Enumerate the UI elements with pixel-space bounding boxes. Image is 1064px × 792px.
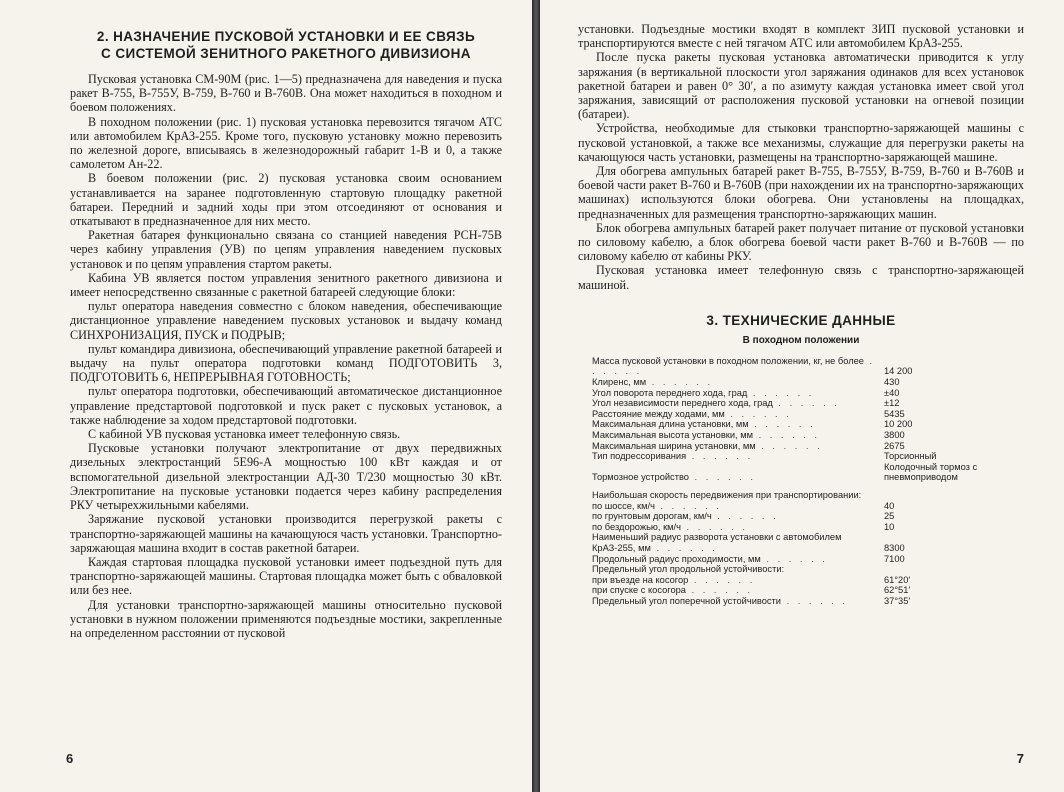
leader-dots: . . . . . . [686,451,754,462]
spec-label-text: Максимальная ширина установки, мм [592,440,756,451]
paragraph: Ракетная батарея функционально связана со станцией наведения РСН-75В через кабину управления (УВ) по цепям управления наведением пусковых установок и по цепям управления стартом ракеты. [70,228,502,271]
spec-label-text: по шоссе, км/ч [592,500,655,511]
spec-value: ±40 [884,387,900,398]
spec-value: 8300 [884,542,905,553]
spec-label-text: Тормозное устройство [592,472,689,483]
spec-label [592,501,876,512]
spec-row [592,462,1012,483]
page-number: 7 [1016,751,1024,766]
spec-value: 10 200 [884,419,913,430]
spec-value: 61°20′ [884,574,911,585]
paragraph: Пусковая установка СМ-90М (рис. 1—5) предназначена для наведения и пуска ракет В-755, В-755У, В-759, В-760 и В-760В. Она может находиться в походном и боевом положениях. [70,72,502,115]
leader-dots: . . . . . . [685,585,753,596]
spec-label [592,462,876,483]
spec-label [592,356,876,377]
subsection-title: В походном положении [742,334,860,346]
spec-value: 7100 [884,553,905,564]
leader-dots: . . . . . . [748,419,816,430]
spec-label-text: Максимальная длина установки, мм [592,419,749,430]
spec-row [592,490,1012,501]
spec-label [592,511,876,522]
spec-row [592,554,1012,565]
spec-label [592,430,876,441]
leader-dots: . . . . . . [772,398,840,409]
leader-dots: . . . . . . [724,408,792,419]
leader-dots: . . . . . . [781,595,848,606]
book-gutter [532,0,540,792]
spec-row [592,522,1012,533]
spec-label [592,398,876,409]
spec-value: 14 200 [884,366,913,377]
spec-label-text: при спуске с косогора [592,585,686,596]
spec-label [592,490,876,501]
spec-label [592,532,876,553]
spec-label [592,451,876,462]
spec-value: Торсионный [884,451,937,462]
paragraph: Пусковая установка имеет телефонную связь с транспортно-заряжающей машиной. [578,263,1024,292]
section-title-line2: С СИСТЕМОЙ ЗЕНИТНОГО РАКЕТНОГО ДИВИЗИОНА [101,46,471,61]
spec-value: 430 [884,377,900,388]
spec-row [592,441,1012,452]
spec-label-text: Угол поворота переднего хода, град [592,387,748,398]
leader-dots: . . . . . . [646,377,714,388]
paragraph: После пуска ракеты пусковая установка автоматически приводится к углу заряжания (в вертикальной плоскости угол заряжания одинаков для всех установок ракетной батареи и равен 0° 30′, а по азимуту каждая установка имеет свой угол заряжания, зависящий от расположения пусковой установки на огневой позиции (батареи). [578,50,1024,122]
spec-value [876,490,1012,501]
right-body-text [578,22,1024,292]
spec-value: 40 [884,500,895,511]
spec-label [592,419,876,430]
spec-label-text: Продольный радиус проходимости, мм [592,553,761,564]
spec-label [592,388,876,399]
paragraph: Устройства, необходимые для стыковки транспортно-заряжающей машины с пусковой установкой, а также все механизмы, служащие для перегрузки ракеты на качающуюся часть установки, размещены на транспортно-заряжающей машине. [578,121,1024,164]
spec-row [592,451,1012,462]
paragraph: установки. Подъездные мостики входят в комплект ЗИП пусковой установки и транспортируются вместе с ней тягачом АТС или автомобилем КрАЗ-255. [578,22,1024,51]
spec-row [592,501,1012,512]
spec-value: 5435 [884,408,905,419]
leader-dots: . . . . . . [755,440,823,451]
spec-row [592,575,1012,586]
paragraph: Для обогрева ампульных батарей ракет В-755, В-755У, В-759, В-760 и В-760В и боевой части ракет В-760 и В-760В (при нахождении их на транспортно-заряжающих машинах) используются блоки обогрева. Они установлены на площадках, предназначенных для размещения транспортно-заряжающих машин. [578,164,1024,221]
leader-dots: . . . . . . [592,355,876,377]
paragraph: В боевом положении (рис. 2) пусковая установка своим основанием устанавливается на заранее подготовленную стартовую площадку ракетной батареи. Передний и задний ходы при этом отсоединяют от основания и откатывают в предназначенное для них место. [70,171,502,229]
leader-dots: . . . . . . [688,472,756,483]
spec-label [592,575,876,586]
spec-row [592,419,1012,430]
paragraph: Заряжание пусковой установки производится перегрузкой ракеты с транспортно-заряжающей машины на качающуюся часть установки. Транспортно-заряжающая машина входит в состав ракетной батареи. [70,512,502,555]
spec-label-text: Наибольшая скорость передвижения при транспортировании: [592,489,862,500]
paragraph: Кабина УВ является постом управления зенитного ракетного дивизиона и имеет непосредственно связанные с ракетной батареей следующие блоки: [70,270,502,300]
spec-row [592,398,1012,409]
spec-value: 25 [884,511,895,522]
spec-value [876,564,1012,575]
spec-table [592,356,1012,607]
leader-dots: . . . . . . [650,542,718,553]
spec-label-text: Масса пусковой установки в походном положении, кг, не более [592,355,864,366]
spec-label-text: Расстояние между ходами, мм [592,408,725,419]
spec-label-text: Максимальная высота установки, мм [592,430,754,441]
leader-dots: . . . . . . [711,511,779,522]
spec-label [592,585,876,596]
leader-dots: . . . . . . [753,430,821,441]
page-number: 6 [66,751,74,766]
spec-label-text: Угол независимости переднего хода, град [592,398,773,409]
paragraph: пульт командира дивизиона, обеспечивающий управление ракетной батареей и выдачу на пульт оператора подготовки команд ПОДГОТОВИТЬ 3, ПОДГОТОВИТЬ 6, НЕПРЕРЫВНАЯ ГОТОВНОСТЬ; [70,341,502,385]
paragraph: Каждая стартовая площадка пусковой установки имеет подъездной путь для транспортно-заряжающей машины. Стартовая площадка может быть с обваловкой или без нее. [70,554,502,598]
spec-label [592,441,876,452]
spec-row [592,564,1012,575]
spec-label-text: по бездорожью, км/ч [592,521,681,532]
paragraph: пульт оператора наведения совместно с блоком наведения, обеспечивающие дистанционное управление наведением пусковых установок и выдачу команд СИНХРОНИЗАЦИЯ, ПУСК и ПОДРЫВ; [70,299,502,342]
section-title: 3. ТЕХНИЧЕСКИЕ ДАННЫЕ [706,312,896,328]
spec-row [592,532,1012,553]
spec-value: 37°35′ [884,595,911,606]
spec-row [592,511,1012,522]
paragraph: Пусковые установки получают электропитание от двух передвижных дизельных электростанций 5Е96-А мощностью 100 кВт каждая и от вспомогательной дизельной электростанции АД-30 Т/230 мощностью 30 кВт. Электропитание на пусковые установки подается через кабину распределения РКУ четырехжильными кабелями. [70,441,502,513]
spec-label-text: по грунтовым дорогам, км/ч [592,511,712,522]
spec-label-text: Предельный угол продольной устойчивости: [592,564,785,575]
spec-row [592,377,1012,388]
leader-dots: . . . . . . [760,553,828,564]
leader-dots: . . . . . . [688,574,756,585]
paragraph: пульт оператора подготовки, обеспечивающий автоматическое дистанционное управление предстартовой подготовкой и пуск ракет с пусковых установок, а также наблюдение за ходом предстартовой подготовки. [70,384,502,427]
section-title-line1: 2. НАЗНАЧЕНИЕ ПУСКОВОЙ УСТАНОВКИ И ЕЕ СВЯЗЬ [96,29,476,44]
paragraph: Блок обогрева ампульных батарей ракет получает питание от пусковой установки по силовому кабелю, а блок обогрева боевой части ракет В-760 и В-760В — по силовому кабелю от кабины РКУ. [578,220,1024,264]
spec-row [592,356,1012,377]
spec-value: ±12 [884,398,900,409]
spec-label-text: Клиренс, мм [592,377,647,388]
spec-label [592,409,876,420]
left-body-text [70,72,502,640]
paragraph: В походном положении (рис. 1) пусковая установка перевозится тягачом АТС или автомобилем КрАЗ-255. Кроме того, пусковую установку можно перевозить по железной дороге, вписываясь в железнодорожный габарит 1-В и 0, а также самолетом Ан-22. [70,114,502,172]
spec-value: Колодочный тормоз с пневмоприводом [884,461,978,483]
spec-label-text: при въезде на косогор [592,574,689,585]
spec-label [592,554,876,565]
spec-row [592,483,1012,490]
spec-label [592,564,876,575]
paragraph: С кабиной УВ пусковая установка имеет телефонную связь. [88,427,401,442]
leader-dots: . . . . . . [654,500,722,511]
spec-row [592,430,1012,441]
spec-label-text: Наименьший радиус разворота установки с автомобилем КрАЗ-255, мм [592,532,842,553]
leader-dots: . . . . . . [747,387,815,398]
spec-label [592,596,876,607]
spec-label-text: Тип подрессоривания [592,451,687,462]
spec-label [592,377,876,388]
spec-row [592,585,1012,596]
spec-label-text: Предельный угол поперечной устойчивости [592,595,781,606]
spec-value: 10 [884,521,895,532]
spec-value: 3800 [884,430,905,441]
spec-row [592,409,1012,420]
spec-value: 2675 [884,440,905,451]
section-title [70,28,502,62]
right-page [540,0,1064,792]
leader-dots: . . . . . . [680,521,748,532]
spec-label [592,522,876,533]
spec-row [592,388,1012,399]
paragraph: Для установки транспортно-заряжающей машины относительно пусковой установки в нужном положении применяются подъездные мостики, закрепленные на определенном расстоянии от пусковой [70,597,502,640]
spec-row [592,596,1012,607]
spec-value: 62°51′ [884,585,911,596]
